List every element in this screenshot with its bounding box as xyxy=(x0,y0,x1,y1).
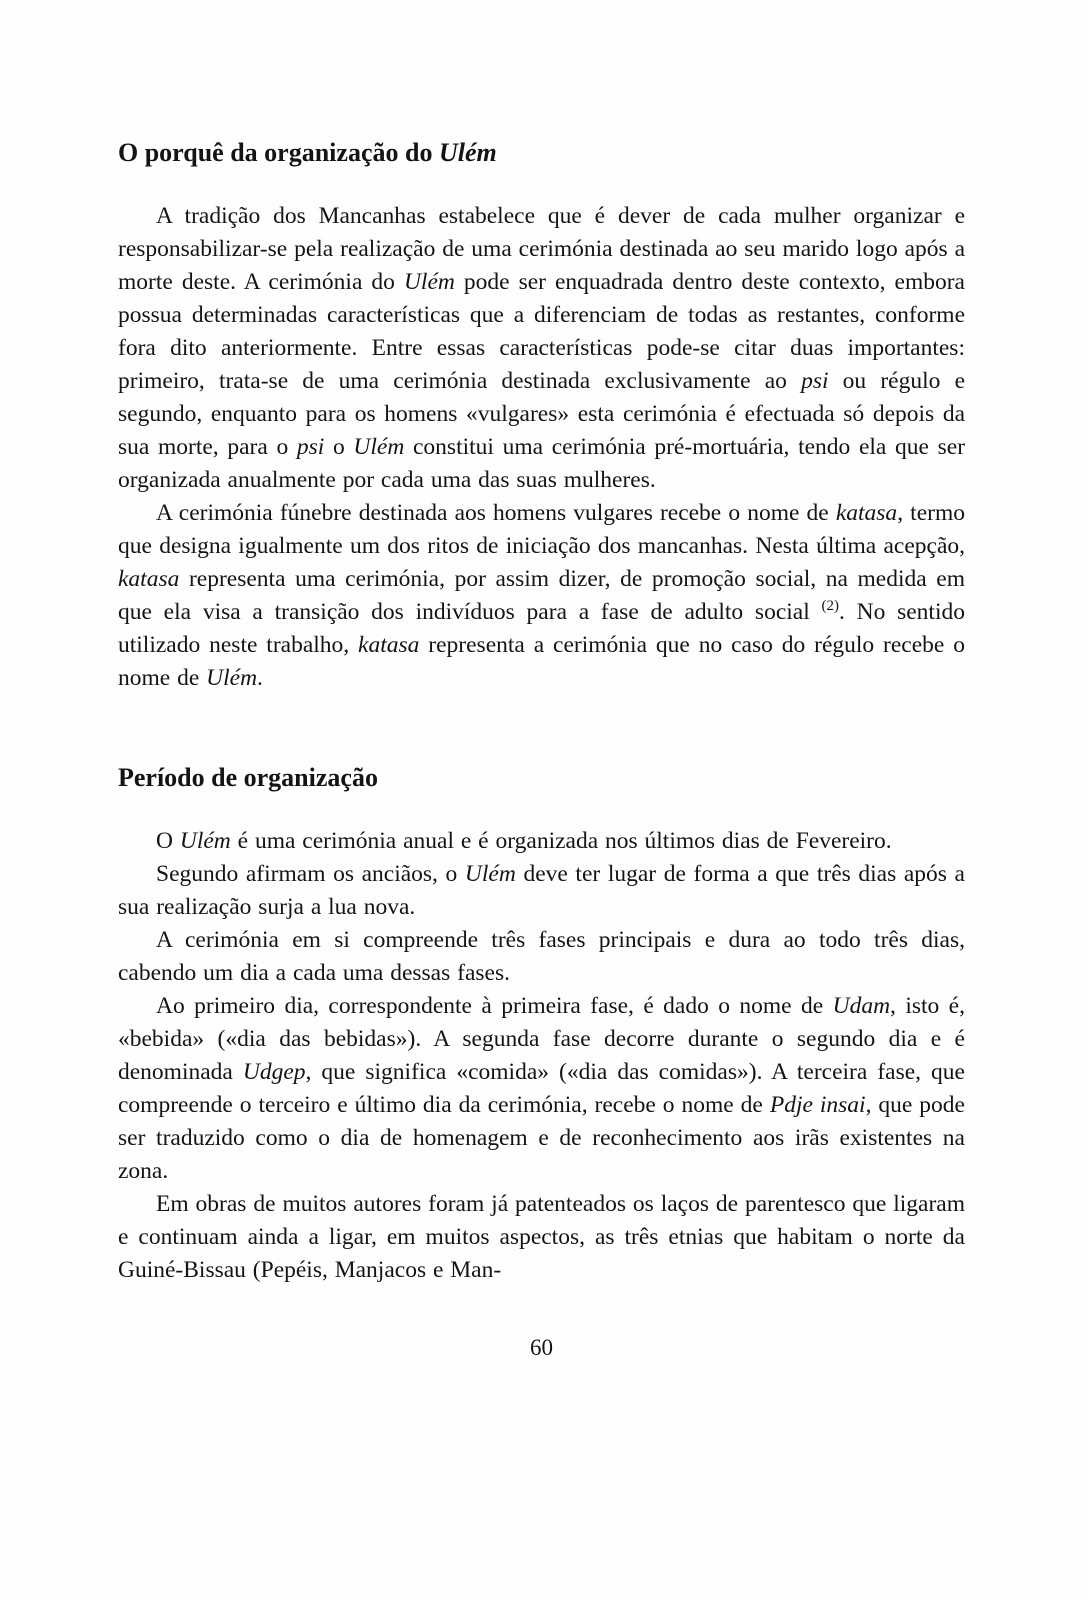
paragraph: A cerimónia em si compreende três fases principais e dura ao todo três dias, cabendo um dia a cada uma dessas fases. xyxy=(118,927,965,986)
paragraph: A tradição dos Mancanhas estabelece que é dever de cada mulher organizar e responsabilizar-se pela realização de uma cerimónia destinada ao seu marido logo após a morte deste. A cerimónia do Ulém pode ser enquadrada dentro deste contexto, embora possua determinadas características que a diferenciam de todas as restantes, conforme fora dito anteriormente. Entre essas características pode-se citar duas importantes: primeiro, trata-se de uma cerimónia destinada exclusivamente ao psi ou régulo e segundo, enquanto para os homens «vulgares» esta cerimónia é efectuada só depois da sua morte, para o psi o Ulém constitui uma cerimónia pré-mortuária, tendo ela que ser organizada anualmente por cada uma das suas mulheres. xyxy=(118,203,966,493)
paragraph: Ao primeiro dia, correspondente à primeira fase, é dado o nome de Udam, isto é, «bebida» («dia das bebidas»). A segunda fase decorre durante o segundo dia e é denominada Udgep, que significa «comida» («dia das comidas»). A terceira fase, que compreende o terceiro e último dia da cerimónia, recebe o nome de Pdje insai, que pode ser traduzido como o dia de homenagem e de reconhecimento aos irãs existentes na zona. xyxy=(118,993,965,1184)
section-heading-organizacao-ulem: O porquê da organização do Ulém xyxy=(118,138,497,167)
paragraph: Em obras de muitos autores foram já patenteados os laços de parentesco que ligaram e continuam ainda a ligar, em muitos aspectos, as três etnias que habitam o norte da Guiné-Bissau (Pepéis, Manjacos e Man- xyxy=(118,1191,965,1283)
section-body-2 xyxy=(118,825,965,1287)
page-number: 60 xyxy=(530,1335,553,1360)
paragraph: Segundo afirmam os anciãos, o Ulém deve ter lugar de forma a que três dias após a sua realização surja a lua nova. xyxy=(118,861,965,920)
paragraph: O Ulém é uma cerimónia anual e é organizada nos últimos dias de Fevereiro. xyxy=(156,828,892,854)
section-heading-periodo-organizacao: Período de organização xyxy=(118,763,378,792)
paragraph: A cerimónia fúnebre destinada aos homens vulgares recebe o nome de katasa, termo que designa igualmente um dos ritos de iniciação dos mancanhas. Nesta última acepção, katasa representa uma cerimónia, por assim dizer, de promoção social, na medida em que ela visa a transição dos indivíduos para a fase de adulto social $^{(2)}$. No sentido utilizado neste trabalho, katasa representa a cerimónia que no caso do régulo recebe o nome de Ulém. xyxy=(118,500,965,691)
section-body-1 xyxy=(118,200,965,695)
